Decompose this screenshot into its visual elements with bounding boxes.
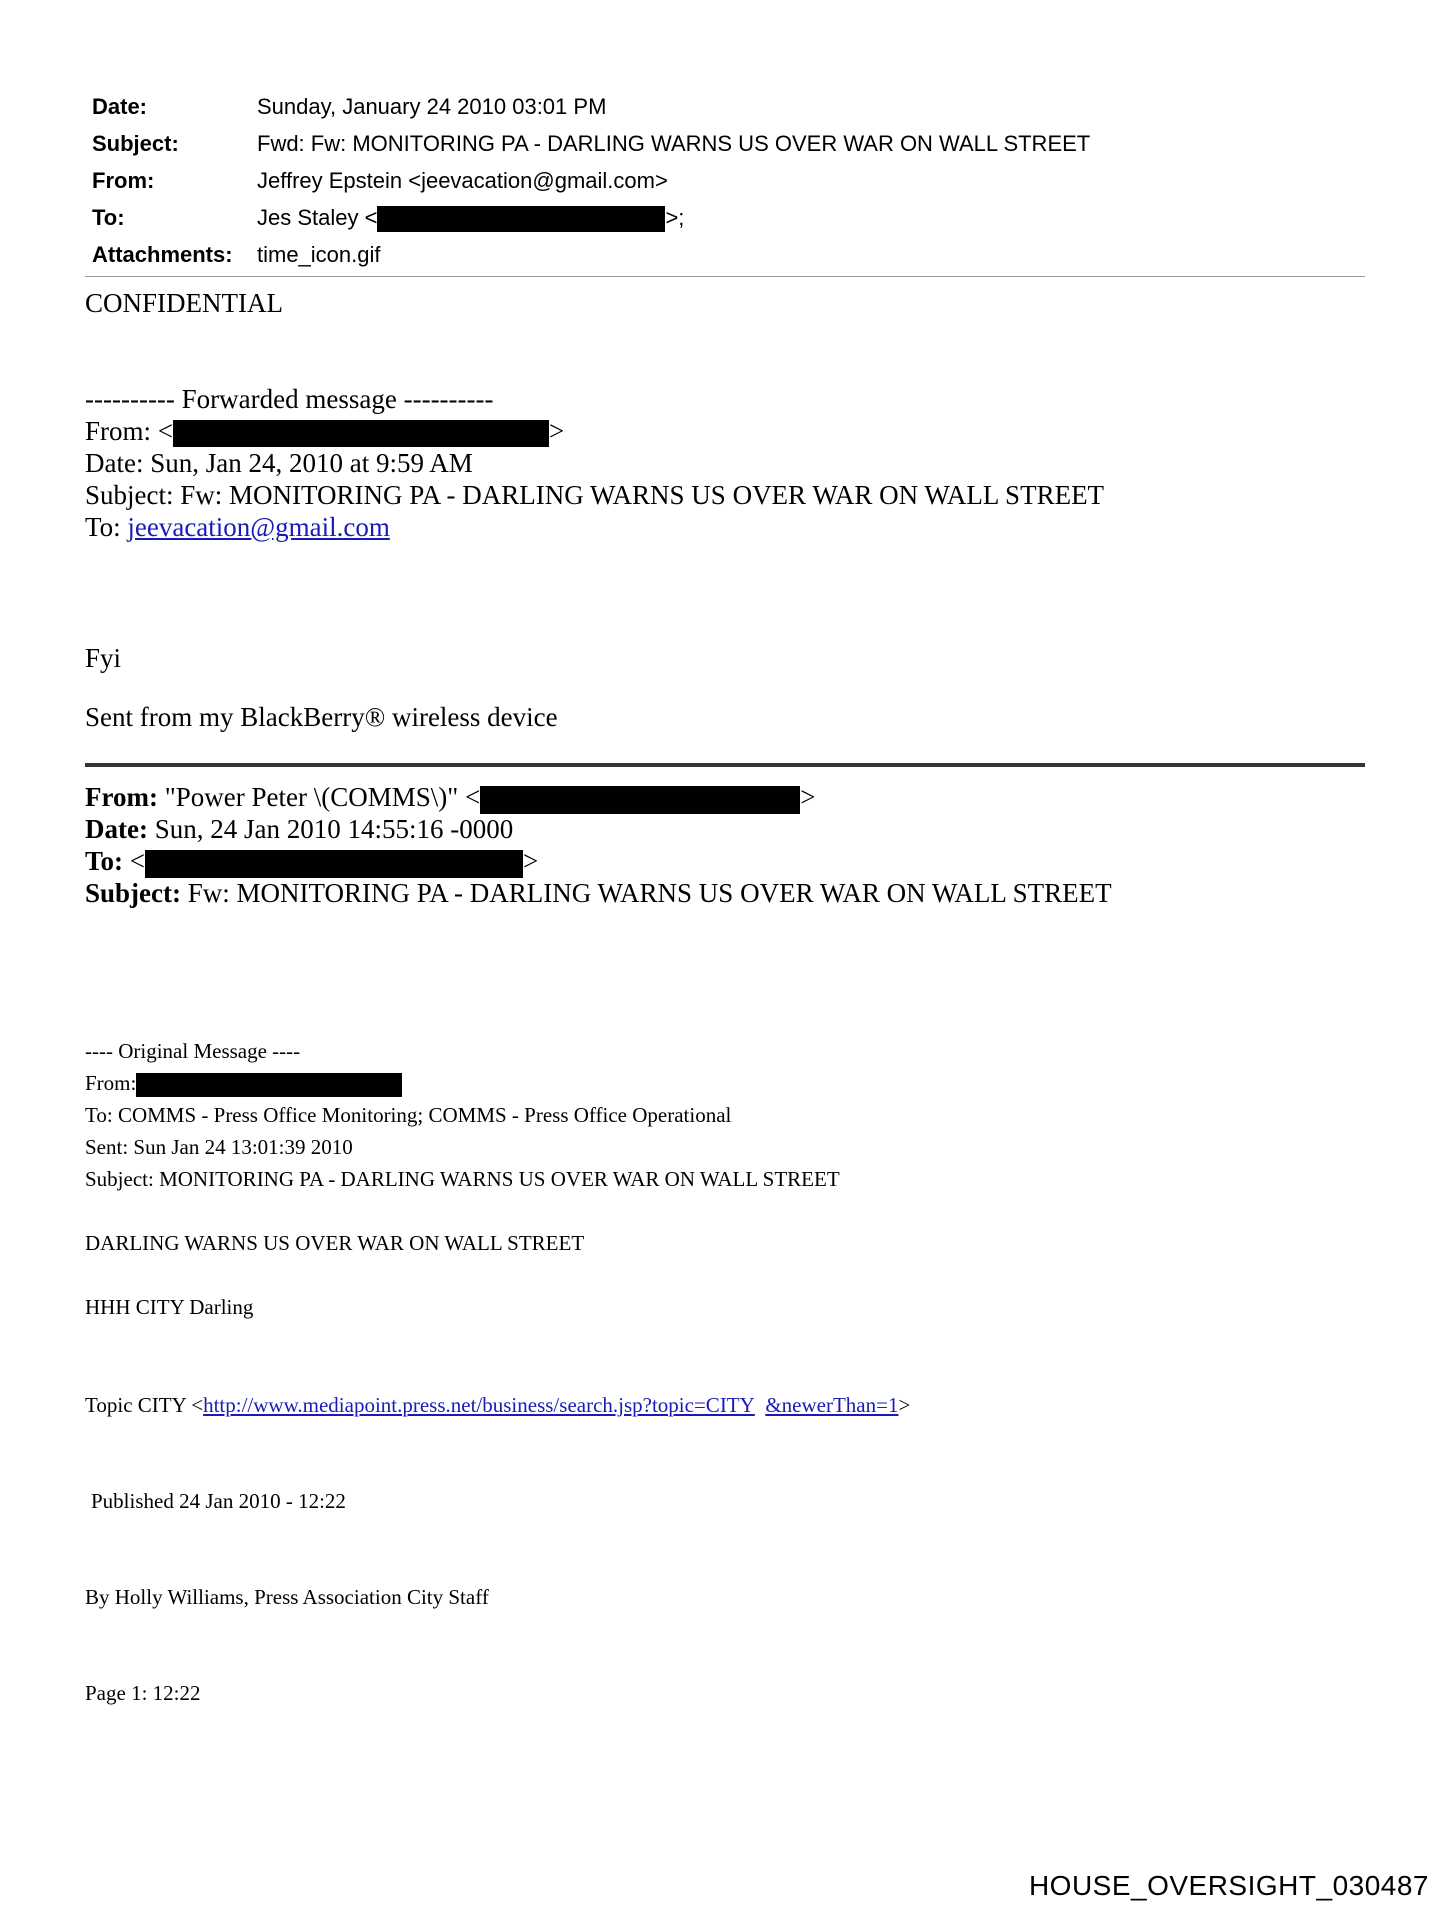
attachment-link[interactable]: time_icon.gif (257, 242, 381, 267)
newer-than-link[interactable]: &newerThan=1 (765, 1393, 899, 1417)
inner-from-value: "Power Peter \(COMMS\)" < (157, 782, 481, 812)
header-subject-label: Subject: (92, 131, 179, 156)
sent-from-text: Sent from my BlackBerry® wireless device (85, 702, 558, 732)
original-from-prefix: From: (85, 1071, 137, 1095)
forwarded-to (85, 511, 390, 543)
byline: By Holly Williams, Press Association City Staff (85, 1585, 489, 1609)
forwarded-from-prefix: From: < (85, 416, 173, 446)
inner-date-label: Date: (85, 814, 148, 844)
inner-subject-value: Fw: MONITORING PA - DARLING WARNS US OVER WAR ON WALL STREET (181, 878, 1112, 908)
inner-to-value: < (123, 846, 146, 876)
topic-line (85, 1389, 910, 1421)
original-from (85, 1067, 402, 1099)
forwarded-to-prefix: To: (85, 512, 128, 542)
page-line: Page 1: 12:22 (85, 1681, 201, 1705)
inner-subject (85, 877, 1112, 909)
message-divider (85, 763, 1365, 767)
inner-to-label: To: (85, 846, 124, 876)
original-subject: Subject: MONITORING PA - DARLING WARNS US OVER WAR ON WALL STREET (85, 1167, 840, 1191)
header-from-label: From: (92, 168, 155, 193)
fyi-text: Fyi (85, 643, 122, 673)
redaction-bar (145, 850, 523, 878)
bates-number: HOUSE_OVERSIGHT_030487 (1028, 1870, 1429, 1901)
header-subject-value: Fwd: Fw: MONITORING PA - DARLING WARNS US OVER WAR ON WALL STREET (257, 131, 1091, 156)
article-headline: DARLING WARNS US OVER WAR ON WALL STREET (85, 1231, 585, 1255)
original-sent: Sent: Sun Jan 24 13:01:39 2010 (85, 1135, 353, 1159)
confidential-label: CONFIDENTIAL (85, 288, 283, 318)
article-tag-line: HHH CITY Darling (85, 1295, 254, 1319)
header-to-label: To: (92, 205, 125, 230)
forwarded-date: Date: Sun, Jan 24, 2010 at 9:59 AM (85, 448, 473, 478)
forwarded-to-email-link[interactable]: jeevacation@gmail.com (127, 512, 390, 542)
inner-to-suffix: > (523, 846, 539, 876)
header-divider (85, 276, 1365, 277)
forwarded-subject: Subject: Fw: MONITORING PA - DARLING WARNS US OVER WAR ON WALL STREET (85, 480, 1105, 510)
topic-link[interactable]: http://www.mediapoint.press.net/business/search.jsp?topic=CITY (203, 1393, 755, 1417)
published-line: Published 24 Jan 2010 - 12:22 (91, 1489, 346, 1513)
redaction-bar (136, 1073, 402, 1097)
forwarded-from (85, 415, 564, 447)
header-attachments-label: Attachments: (92, 242, 233, 267)
original-divider: ---- Original Message ---- (85, 1039, 301, 1063)
inner-from (85, 781, 815, 814)
topic-prefix: Topic CITY < (85, 1393, 204, 1417)
header-date-label: Date: (92, 94, 148, 119)
redaction-bar (480, 786, 800, 814)
inner-from-label: From: (85, 782, 158, 812)
header-date-value: Sunday, January 24 2010 03:01 PM (257, 94, 607, 119)
redaction-bar (377, 206, 665, 232)
inner-date-value: Sun, 24 Jan 2010 14:55:16 -0000 (147, 814, 514, 844)
redaction-bar (173, 420, 549, 447)
header-to-prefix: Jes Staley < (257, 205, 378, 230)
inner-to (85, 845, 538, 878)
forwarded-from-suffix: > (549, 416, 565, 446)
inner-date (85, 813, 513, 845)
topic-suffix: > (898, 1393, 911, 1417)
inner-from-suffix: > (800, 782, 816, 812)
original-to: To: COMMS - Press Office Monitoring; COMMS - Press Office Operational (85, 1103, 732, 1127)
inner-subject-label: Subject: (85, 878, 181, 908)
header-to-suffix: >; (665, 205, 685, 230)
forwarded-divider: ---------- Forwarded message ---------- (85, 384, 494, 414)
header-from-value: Jeffrey Epstein <jeevacation@gmail.com> (257, 168, 668, 193)
header-to-value (257, 199, 684, 236)
